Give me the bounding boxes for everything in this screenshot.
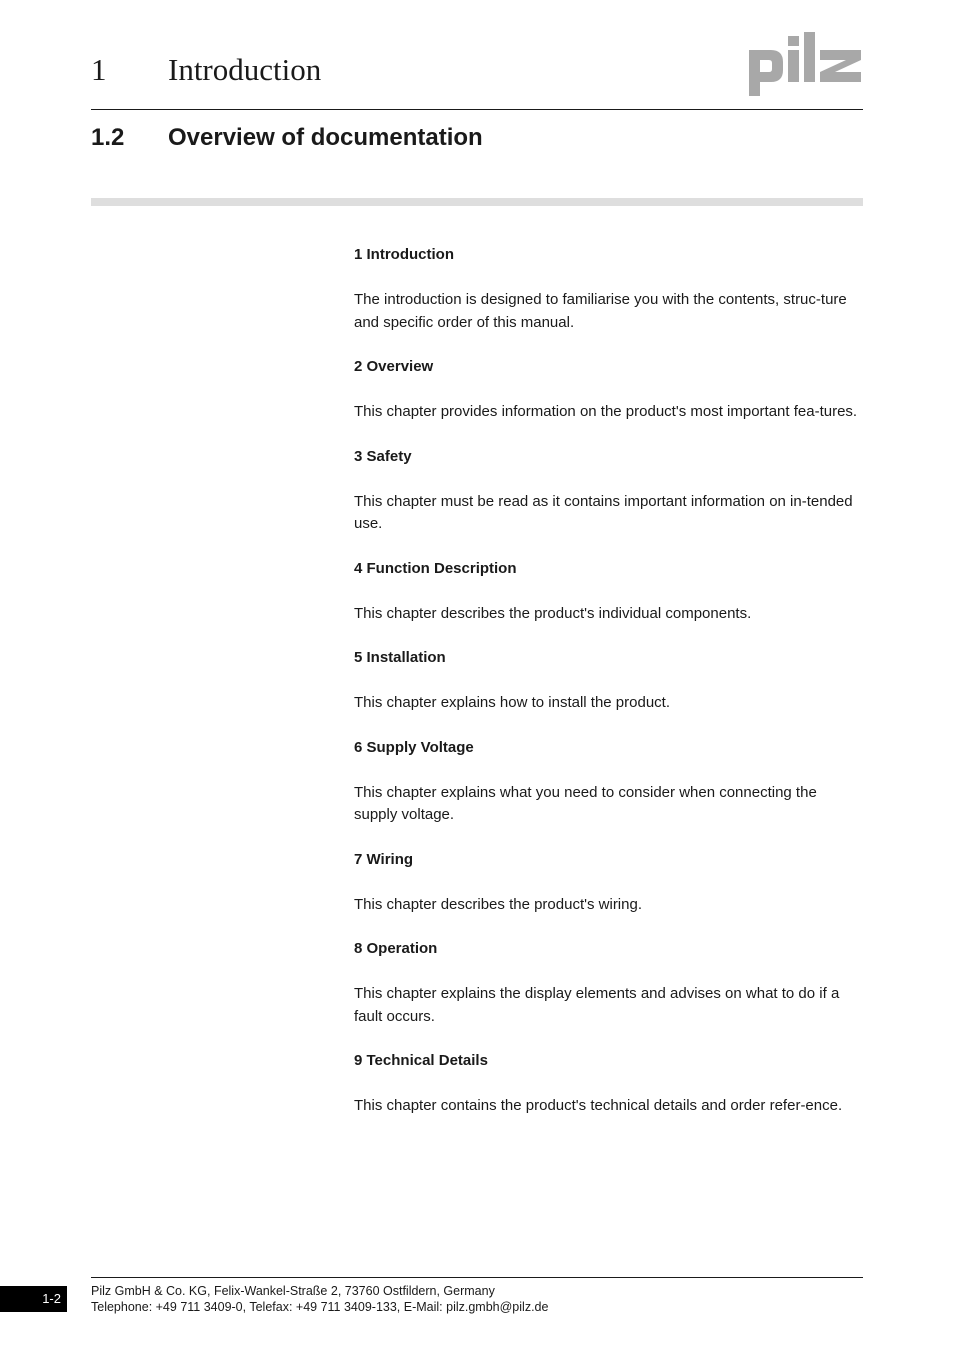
pilz-logo: [747, 30, 863, 96]
entry-title: 5 Installation: [354, 649, 446, 666]
footer-address: Pilz GmbH & Co. KG, Felix-Wankel-Straße 2, 73760 Ostfildern, Germany: [91, 1284, 495, 1298]
chapter-header: [91, 52, 863, 110]
entry-title: 1 Introduction: [354, 246, 454, 263]
entry-text: This chapter explains how to install the product.: [354, 694, 671, 711]
entry-text: This chapter describes the product's individual components.: [354, 604, 752, 622]
list-item: [354, 558, 864, 626]
entry-text: The introduction is designed to familiarise you with the contents, struc-ture and specific order of this manual.: [354, 291, 847, 331]
chapter-number: 1: [91, 52, 107, 87]
footer-rule: [91, 1277, 863, 1278]
section-title: Overview of documentation: [168, 124, 483, 151]
entry-title: 3 Safety: [354, 447, 412, 465]
entry-title: 4 Function Description: [354, 559, 517, 577]
footer: [91, 1283, 548, 1315]
entry-title: 7 Wiring: [354, 850, 414, 868]
chapter-title: Introduction: [168, 52, 322, 87]
section-heading: [91, 124, 483, 152]
header-rule: [91, 109, 863, 110]
list-item: [354, 244, 864, 334]
list-item: [354, 849, 864, 917]
chapter-overview-list: [354, 244, 864, 1140]
entry-title: 6 Supply Voltage: [354, 738, 474, 756]
list-item: [354, 1050, 864, 1118]
list-item: [354, 356, 864, 424]
entry-title: 2 Overview: [354, 358, 434, 375]
entry-text: This chapter contains the product's technical details and order refer-ence.: [354, 1097, 843, 1114]
entry-text: This chapter explains what you need to consider when connecting the supply voltage.: [354, 783, 817, 823]
list-item: [354, 737, 864, 827]
list-item: [354, 938, 864, 1028]
entry-text: This chapter explains the display elements and advises on what to do if a fault occurs.: [354, 985, 840, 1025]
section-divider-bar: [91, 198, 863, 206]
list-item: [354, 446, 864, 536]
entry-title: 8 Operation: [354, 940, 438, 957]
entry-text: This chapter must be read as it contains important information on in-tended use.: [354, 492, 853, 532]
footer-contact: Telephone: +49 711 3409-0, Telefax: +49 711 3409-133, E-Mail: pilz.gmbh@pilz.de: [91, 1300, 549, 1314]
entry-title: 9 Technical Details: [354, 1052, 488, 1069]
list-item: [354, 647, 864, 715]
entry-text: This chapter provides information on the product's most important fea-tures.: [354, 403, 858, 420]
section-number: 1.2: [91, 124, 125, 151]
page-number: 1-2: [0, 1286, 67, 1312]
entry-text: This chapter describes the product's wiring.: [354, 895, 642, 913]
